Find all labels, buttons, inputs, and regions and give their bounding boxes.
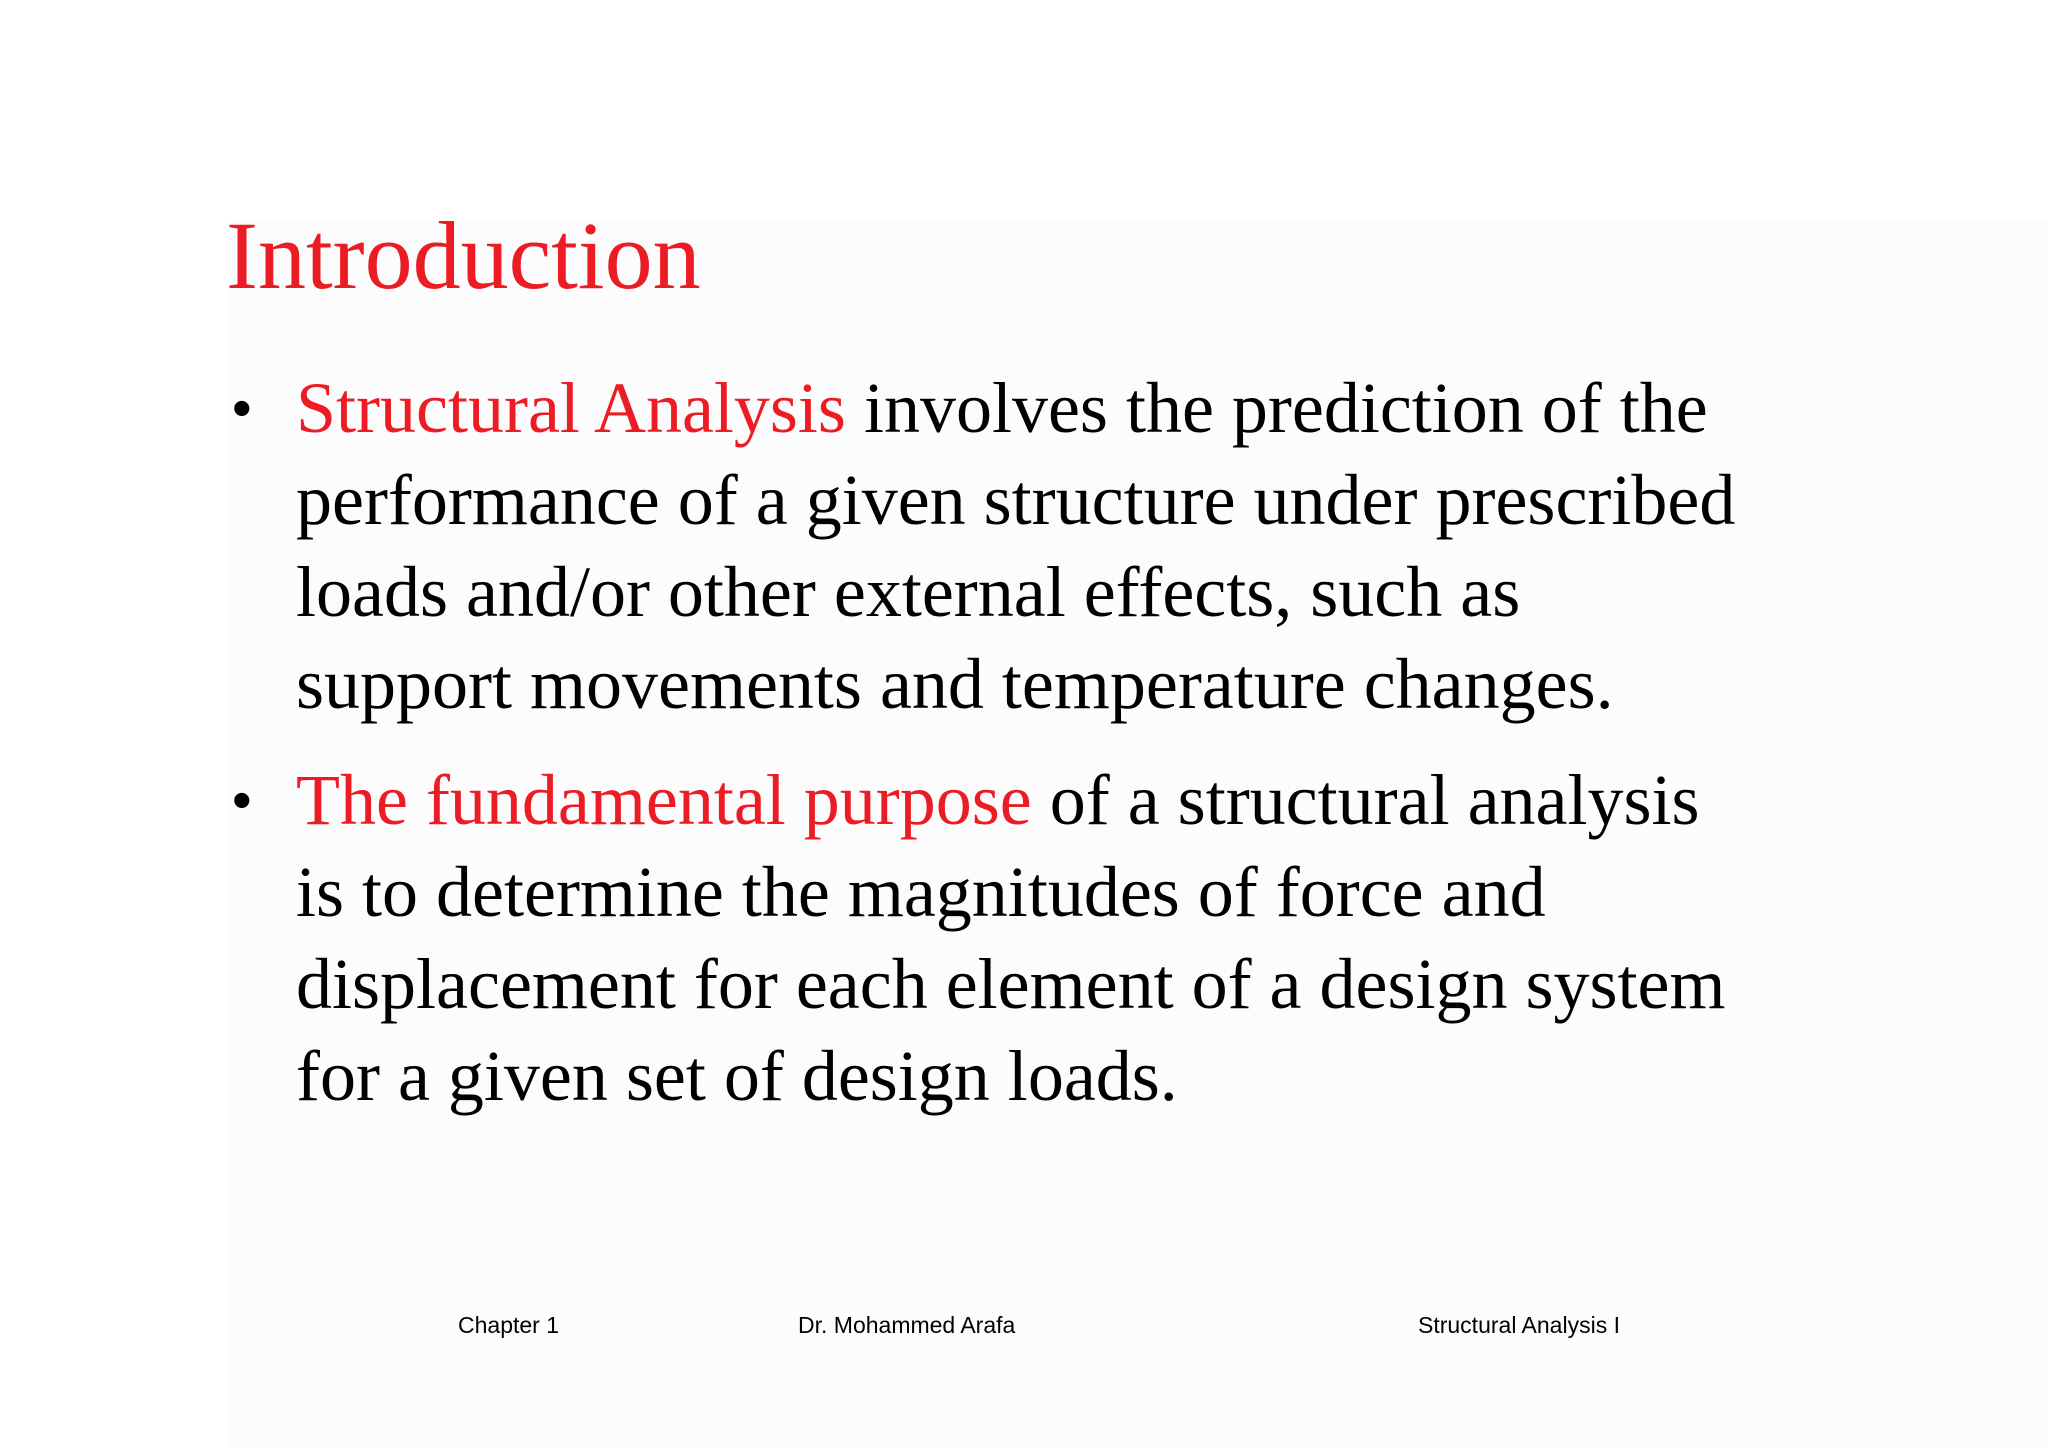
bullet-item-fundamental-purpose <box>232 754 1896 1122</box>
bullet-line: support movements and temperature changes. <box>296 644 1614 724</box>
slide-title: Introduction <box>226 202 701 309</box>
bullet-line: loads and/or other external effects, such as <box>296 552 1521 632</box>
bullet-line: displacement for each element of a design system <box>296 944 1726 1024</box>
footer-chapter: Chapter 1 <box>458 1312 560 1338</box>
bullet-icon: • <box>232 376 252 439</box>
bullet-text: of a structural analysis <box>1031 760 1700 840</box>
bullet-text: involves the prediction of the <box>845 368 1708 448</box>
bullet-line <box>296 362 1896 454</box>
footer-course: Structural Analysis I <box>1418 1312 1620 1338</box>
bullet-item-structural-analysis <box>232 362 1896 730</box>
highlight-text: The fundamental purpose <box>296 760 1032 840</box>
bullet-line: is to determine the magnitudes of force and <box>296 852 1546 932</box>
bullet-icon: • <box>232 768 252 831</box>
bullet-line: for a given set of design loads. <box>296 1036 1178 1116</box>
bullet-line <box>296 754 1896 846</box>
highlight-text: Structural Analysis <box>296 368 846 448</box>
footer-author: Dr. Mohammed Arafa <box>798 1312 1016 1338</box>
bullet-line: performance of a given structure under prescribed <box>296 460 1736 540</box>
